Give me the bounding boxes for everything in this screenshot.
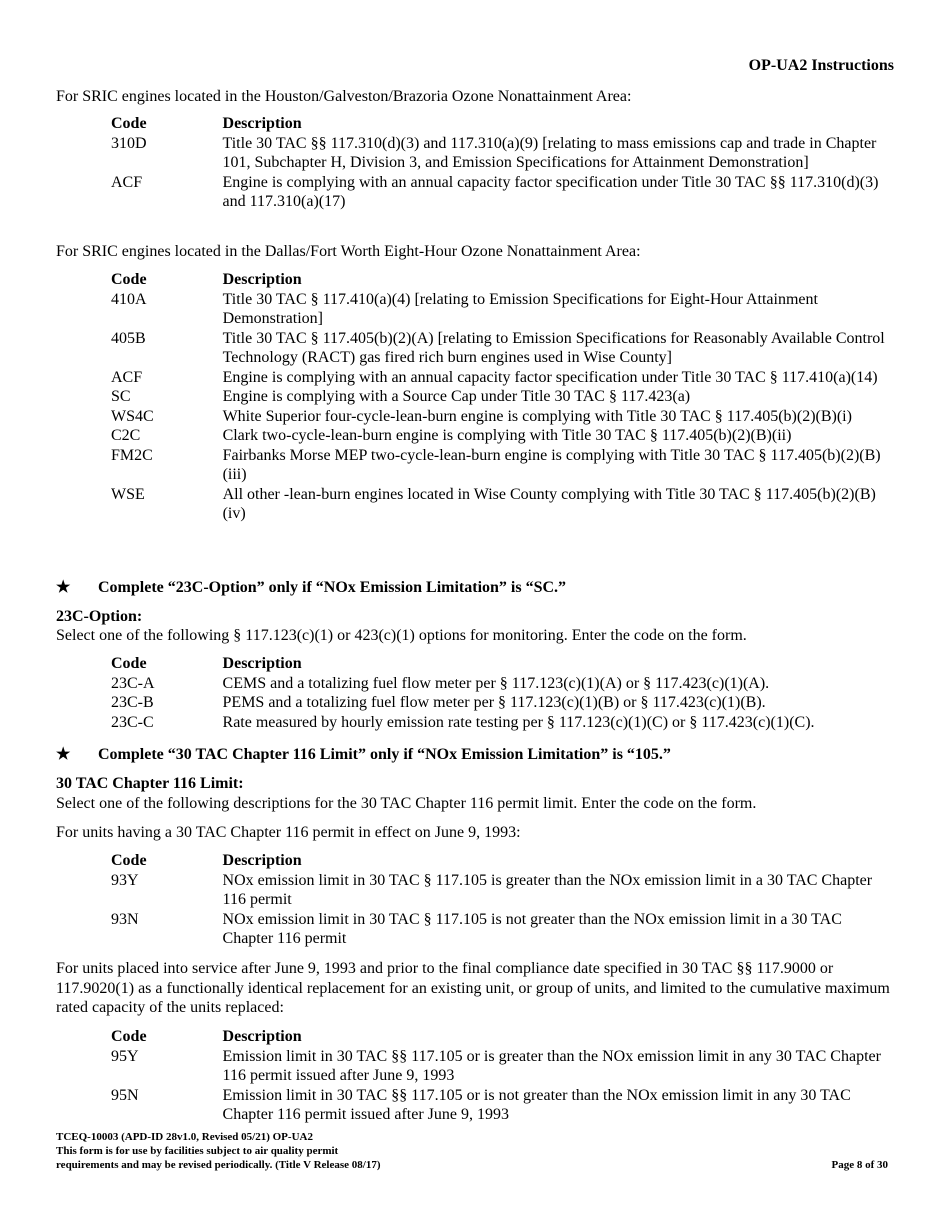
row-code: WSE bbox=[111, 485, 145, 503]
95-code-table bbox=[111, 1027, 894, 1125]
code-header: Code bbox=[111, 852, 147, 869]
table-row bbox=[111, 173, 894, 212]
row-code: C2C bbox=[111, 427, 141, 444]
footer-line-2: This form is for use by facilities subject to air quality permit bbox=[56, 1145, 339, 1157]
table-row bbox=[111, 693, 894, 713]
code-header: Code bbox=[111, 271, 147, 288]
row-description: Engine is complying with an annual capacity factor specification under Title 30 TAC § 117.410(a)(14) bbox=[222, 368, 878, 386]
row-description: Title 30 TAC § 117.405(b)(2)(A) [relating to Emission Specifications for Reasonably Available Control Technology (RACT) gas fired rich burn engines used in Wise County] bbox=[222, 329, 885, 366]
section-intro-23c: Select one of the following § 117.123(c)(1) or 423(c)(1) options for monitoring. Enter the code on the form. bbox=[56, 627, 747, 644]
row-code: 93Y bbox=[111, 871, 139, 889]
table-row bbox=[111, 329, 894, 368]
instruction-note-23c bbox=[56, 578, 566, 598]
star-icon: ★ bbox=[56, 579, 71, 596]
row-code: FM2C bbox=[111, 446, 153, 464]
row-description: Title 30 TAC § 117.410(a)(4) [relating to Emission Specifications for Eight-Hour Attainment Demonstration] bbox=[222, 290, 818, 327]
dfw-code-table bbox=[111, 270, 894, 524]
dfw-intro: For SRIC engines located in the Dallas/Fort Worth Eight-Hour Ozone Nonattainment Area: bbox=[56, 243, 641, 260]
95-table-body bbox=[111, 1027, 894, 1125]
93-code-table bbox=[111, 851, 894, 949]
section-heading-23c: 23C-Option: bbox=[56, 608, 143, 625]
table-row bbox=[111, 871, 894, 910]
row-description: Title 30 TAC §§ 117.310(d)(3) and 117.310(a)(9) [relating to mass emissions cap and trade in Chapter 101, Subchapter H, Division 3, and Emission Specifications for Attainment Demonstration] bbox=[222, 134, 877, 171]
page-header-title: OP-UA2 Instructions bbox=[748, 57, 894, 74]
row-code: 23C-B bbox=[111, 694, 154, 711]
row-code: 405B bbox=[111, 329, 146, 347]
23c-code-table bbox=[111, 654, 894, 732]
star-icon: ★ bbox=[56, 746, 71, 763]
row-description: NOx emission limit in 30 TAC § 117.105 is greater than the NOx emission limit in a 30 TAC Chapter 116 permit bbox=[222, 871, 873, 908]
section-intro-ch116: Select one of the following descriptions for the 30 TAC Chapter 116 permit limit. Enter the code on the form. bbox=[56, 795, 757, 812]
table-row bbox=[111, 446, 894, 485]
row-description: CEMS and a totalizing fuel flow meter per § 117.123(c)(1)(A) or § 117.423(c)(1)(A). bbox=[222, 674, 770, 692]
row-code: ACF bbox=[111, 173, 143, 191]
table-row bbox=[111, 290, 894, 329]
table-row bbox=[111, 407, 894, 427]
row-code: WS4C bbox=[111, 407, 154, 425]
description-header: Description bbox=[222, 115, 302, 132]
units93-intro: For units having a 30 TAC Chapter 116 permit in effect on June 9, 1993: bbox=[56, 824, 521, 841]
row-description: Engine is complying with a Source Cap under Title 30 TAC § 117.423(a) bbox=[222, 388, 691, 405]
units95-intro: For units placed into service after June 9, 1993 and prior to the final compliance date specified in 30 TAC §§ 117.9000 or 117.9020(1) as a functionally identical replacement for an existing unit, or group of units, and limited to the cumulative maximum rated capacity of the units replaced: bbox=[56, 960, 890, 1016]
row-description: All other -lean-burn engines located in Wise County complying with Title 30 TAC § 117.405(b)(2)(B)(iv) bbox=[222, 485, 876, 522]
table-row bbox=[111, 134, 894, 173]
row-code: ACF bbox=[111, 368, 143, 386]
row-description: Clark two-cycle-lean-burn engine is complying with Title 30 TAC § 117.405(b)(2)(B)(ii) bbox=[222, 427, 792, 444]
row-code: 95N bbox=[111, 1086, 139, 1104]
table-row bbox=[111, 910, 894, 949]
hgb-table-body bbox=[111, 114, 894, 212]
row-description: PEMS and a totalizing fuel flow meter per § 117.123(c)(1)(B) or § 117.423(c)(1)(B). bbox=[222, 694, 766, 711]
row-code: 410A bbox=[111, 290, 147, 308]
row-description: Rate measured by hourly emission rate testing per § 117.123(c)(1)(C) or § 117.423(c)(1)(C). bbox=[222, 713, 815, 731]
row-description: Fairbanks Morse MEP two-cycle-lean-burn engine is complying with Title 30 TAC § 117.405(b)(2)(B)(iii) bbox=[222, 446, 881, 483]
table-row bbox=[111, 485, 894, 524]
description-header: Description bbox=[222, 655, 302, 672]
row-code: 310D bbox=[111, 134, 147, 152]
description-header: Description bbox=[222, 852, 302, 869]
table-row bbox=[111, 426, 894, 446]
row-description: Emission limit in 30 TAC §§ 117.105 or is greater than the NOx emission limit in any 30 TAC Chapter 116 permit issued after June 9, 1993 bbox=[222, 1047, 881, 1084]
code-header: Code bbox=[111, 115, 147, 132]
row-description: Engine is complying with an annual capacity factor specification under Title 30 TAC §§ 117.310(d)(3) and 117.310(a)(17) bbox=[222, 173, 879, 210]
hgb-code-table bbox=[111, 114, 894, 212]
table-row bbox=[111, 1047, 894, 1086]
93-table-body bbox=[111, 851, 894, 949]
row-code: SC bbox=[111, 388, 131, 405]
note-text: Complete “30 TAC Chapter 116 Limit” only if “NOx Emission Limitation” is “105.” bbox=[98, 746, 671, 763]
code-header: Code bbox=[111, 1028, 147, 1045]
table-row bbox=[111, 387, 894, 407]
code-header: Code bbox=[111, 655, 147, 672]
row-code: 95Y bbox=[111, 1047, 139, 1065]
page-number: Page 8 of 30 bbox=[831, 1159, 888, 1171]
row-code: 23C-C bbox=[111, 713, 154, 731]
row-description: White Superior four-cycle-lean-burn engine is complying with Title 30 TAC § 117.405(b)(2)(B)(i) bbox=[222, 407, 852, 425]
row-code: 23C-A bbox=[111, 674, 155, 692]
row-description: Emission limit in 30 TAC §§ 117.105 or is not greater than the NOx emission limit in any 30 TAC Chapter 116 permit issued after June 9, 1993 bbox=[222, 1086, 851, 1123]
table-row bbox=[111, 674, 894, 694]
row-code: 93N bbox=[111, 910, 139, 928]
description-header: Description bbox=[222, 271, 302, 288]
row-description: NOx emission limit in 30 TAC § 117.105 is not greater than the NOx emission limit in a 30 TAC Chapter 116 permit bbox=[222, 910, 842, 947]
footer-line-3: requirements and may be revised periodically. (Title V Release 08/17) bbox=[56, 1159, 381, 1171]
hgb-intro: For SRIC engines located in the Houston/Galveston/Brazoria Ozone Nonattainment Area: bbox=[56, 88, 632, 105]
dfw-table-body bbox=[111, 270, 894, 524]
page-footer bbox=[56, 1130, 888, 1172]
table-row bbox=[111, 713, 894, 733]
description-header: Description bbox=[222, 1028, 302, 1045]
footer-form-id: TCEQ-10003 (APD-ID 28v1.0, Revised 05/21) OP-UA2 bbox=[56, 1131, 313, 1143]
23c-table-body bbox=[111, 654, 894, 732]
table-row bbox=[111, 368, 894, 388]
section-heading-ch116: 30 TAC Chapter 116 Limit: bbox=[56, 775, 244, 792]
table-row bbox=[111, 1086, 894, 1125]
instruction-note-ch116 bbox=[56, 745, 671, 765]
note-text: Complete “23C-Option” only if “NOx Emission Limitation” is “SC.” bbox=[98, 579, 567, 596]
